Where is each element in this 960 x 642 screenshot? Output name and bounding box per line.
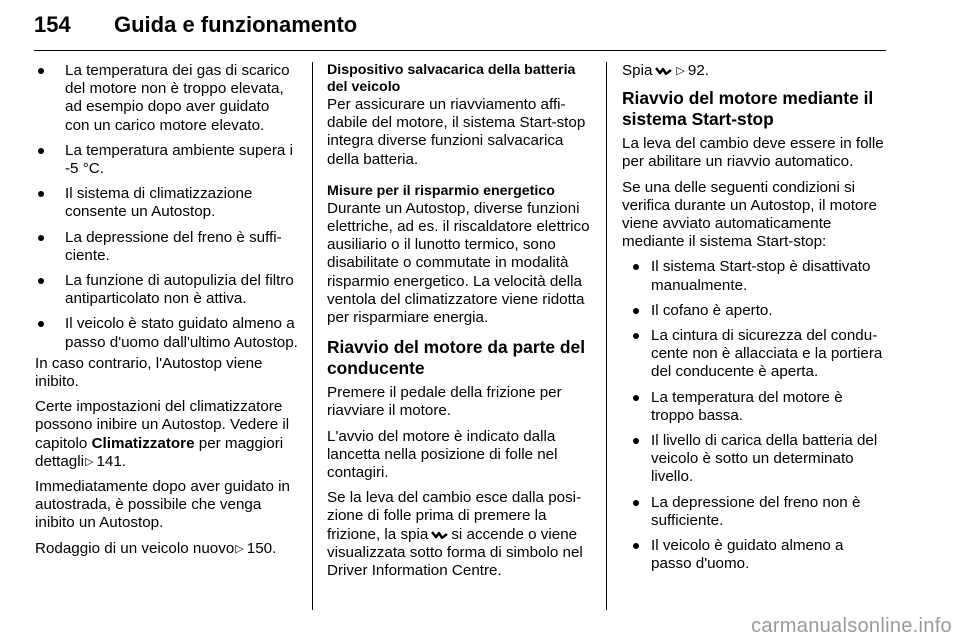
bullet-icon	[38, 235, 44, 241]
page-reference-arrow-icon: ▷	[235, 542, 244, 555]
subheading: Misure per il risparmio energetico	[327, 182, 555, 199]
page-reference-arrow-icon: ▷	[84, 455, 94, 468]
list-item: La funzione di autopulizia del filtro antiparticolato non è attiva.	[35, 272, 298, 308]
column-2	[327, 62, 591, 587]
paragraph: Premere il pedale della frizione per riavviare il motore.	[327, 384, 562, 420]
bullet-icon	[633, 438, 639, 444]
list-item: La temperatura dei gas di scarico del motore non è troppo elevata, ad esempio dopo aver guidato con un carico motore elevato.	[35, 62, 298, 135]
page-header	[34, 6, 886, 51]
bullet-icon	[38, 148, 44, 154]
list-item: Il veicolo è stato guidato almeno a passo d'uomo dall'ultimo Autostop.	[35, 315, 298, 351]
list-item: Il sistema di climatizzazione consente un Autostop.	[35, 185, 298, 221]
chapter-reference[interactable]: Climatizzatore	[91, 434, 195, 452]
bullet-icon	[633, 543, 639, 549]
bullet-icon	[633, 264, 639, 270]
watermark: carmanualsonline.info	[751, 615, 952, 637]
list-item: La depressione del freno non è sufficiente.	[622, 494, 887, 530]
list-item: La temperatura del motore è troppo bassa.	[622, 389, 887, 425]
list-item: Il sistema Start-stop è disattivato manualmente.	[622, 258, 887, 294]
bullet-icon	[38, 191, 44, 197]
list-item: La cintura di sicurezza del conducente non è allacciata e la portiera del conducente è aperta.	[622, 327, 887, 382]
bullet-icon	[633, 333, 639, 339]
section-heading: Riavvio del motore mediante il sistema Start-stop	[622, 88, 874, 129]
list-item: Il cofano è aperto.	[622, 302, 887, 320]
bullet-icon	[633, 395, 639, 401]
page-reference-arrow-icon: ▷	[676, 65, 685, 77]
paragraph: La leva del cambio deve essere in folle per abilitare un riavvio automatico.	[622, 135, 884, 171]
bullet-icon	[38, 278, 44, 284]
list-item: Il livello di carica della batteria del veicolo è sotto un determinato livello.	[622, 432, 887, 487]
condition-list	[622, 258, 887, 573]
start-stop-warning-icon	[431, 530, 448, 540]
column-1	[35, 62, 298, 565]
subheading: Dispositivo salvacarica della batteria del veicolo	[327, 62, 576, 95]
paragraph: Rodaggio di un veicolo nuovo▷ 150.	[35, 539, 277, 557]
paragraph: Durante un Autostop, diverse funzioni elettriche, ad es. il riscaldatore elettrico ausiliario o il lunotto termico, sono disabilitate o commutate in modalità risparmio energetico. La velocità della ventola del climatizzatore viene ridotta per risparmiare energia.	[327, 199, 590, 327]
paragraph: Se la leva del cambio esce dalla posizione di folle prima di premere la frizione, la spia si accende o viene visualizzata sotto forma di simbolo nel Driver Information Centre.	[327, 489, 583, 580]
section-heading: Riavvio del motore da parte del conducente	[327, 337, 586, 378]
bullet-icon	[633, 500, 639, 506]
paragraph: Spia ▷ 92.	[622, 62, 709, 79]
list-item: La depressione del freno è sufficiente.	[35, 229, 298, 265]
page-number: 154	[34, 12, 71, 37]
list-item: Il veicolo è guidato almeno a passo d'uomo.	[622, 537, 887, 573]
paragraph: Immediatamente dopo aver guidato in autostrada, è possibile che venga inibito un Autostop.	[35, 478, 290, 532]
paragraph: Certe impostazioni del climatizzatore possono inibire un Autostop. Vedere il capitolo Climatizzatore per maggiori dettagli▷ 141.	[35, 398, 290, 470]
condition-list	[35, 62, 298, 352]
paragraph: Se una delle seguenti condizioni si verifica durante un Autostop, il motore viene avviato automaticamente mediante il sistema Start-stop:	[622, 178, 877, 251]
page-reference[interactable]: 141.	[96, 452, 127, 470]
bullet-icon	[38, 68, 44, 74]
list-item: La temperatura ambiente supera i -5 °C.	[35, 142, 298, 178]
start-stop-warning-icon	[655, 66, 672, 76]
bullet-icon	[633, 308, 639, 314]
page-reference[interactable]: 150.	[246, 539, 277, 557]
bullet-icon	[38, 321, 44, 327]
column-divider	[606, 62, 607, 610]
column-divider	[312, 62, 313, 610]
column-3	[622, 62, 887, 580]
section-title: Guida e funzionamento	[114, 12, 358, 37]
paragraph: Per assicurare un riavviamento affidabile del motore, il sistema Start-stop integra diverse funzioni salvacarica della batteria.	[327, 96, 586, 168]
paragraph: In caso contrario, l'Autostop viene inibito.	[35, 354, 263, 391]
paragraph: L'avvio del motore è indicato dalla lancetta nella posizione di folle nel contagiri.	[327, 427, 558, 482]
page-reference[interactable]: 92.	[687, 62, 709, 79]
